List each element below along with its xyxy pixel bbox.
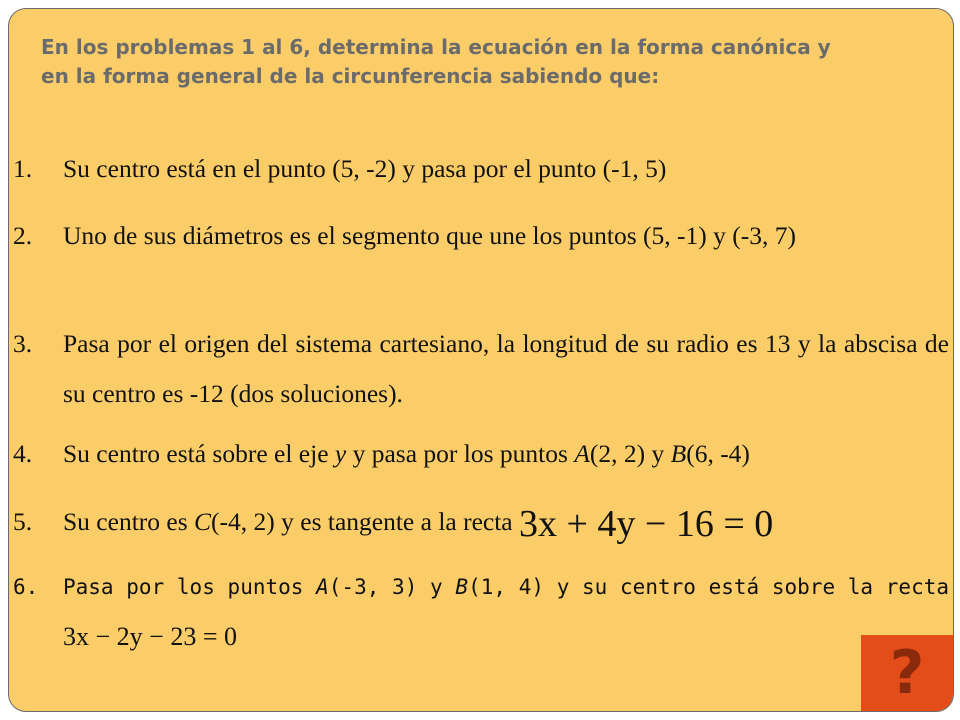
variable-c: C: [194, 507, 212, 536]
problem-number: 5.: [13, 507, 33, 536]
problem-text: Su centro está sobre el eje y y pasa por los puntos A(2, 2) y B(6, -4): [63, 439, 750, 468]
help-button[interactable]: [861, 635, 953, 711]
variable-b: B: [455, 575, 469, 599]
problem-number: 2.: [13, 221, 33, 250]
problem-text: Pasa por el origen del sistema cartesiano, la longitud de su radio es 13 y la abscisa de su centro es -12 (dos soluciones).: [63, 329, 949, 408]
problem-number: 4.: [13, 439, 33, 468]
line-equation: 3x − 2y − 23 = 0: [63, 622, 237, 651]
variable-y: y: [334, 439, 347, 468]
problem-number: 1.: [13, 154, 33, 183]
variable-a: A: [316, 575, 329, 599]
problem-text: Su centro está en el punto (5, -2) y pasa por el punto (-1, 5): [63, 154, 667, 183]
problem-number: 3.: [13, 329, 33, 358]
instructions-heading: En los problemas 1 al 6, determina la ecuación en la forma canónica y en la forma general de la circunferencia sabiendo que:: [41, 35, 831, 88]
slide-panel: [8, 8, 954, 712]
variable-a: A: [574, 439, 590, 468]
question-mark-icon: ?: [889, 638, 925, 708]
problem-text: Pasa por los puntos A(-3, 3) y B(1, 4) y su centro está sobre la recta 3x − 2y − 23 = 0: [63, 575, 949, 651]
line-equation: 3x + 4y − 16 = 0: [519, 503, 774, 545]
problem-number: 6.: [13, 575, 39, 599]
problem-text: Uno de sus diámetros es el segmento que une los puntos (5, -1) y (-3, 7): [63, 221, 796, 250]
variable-b: B: [670, 439, 687, 468]
problem-text: Su centro es C(-4, 2) y es tangente a la recta 3x + 4y − 16 = 0: [63, 503, 774, 545]
